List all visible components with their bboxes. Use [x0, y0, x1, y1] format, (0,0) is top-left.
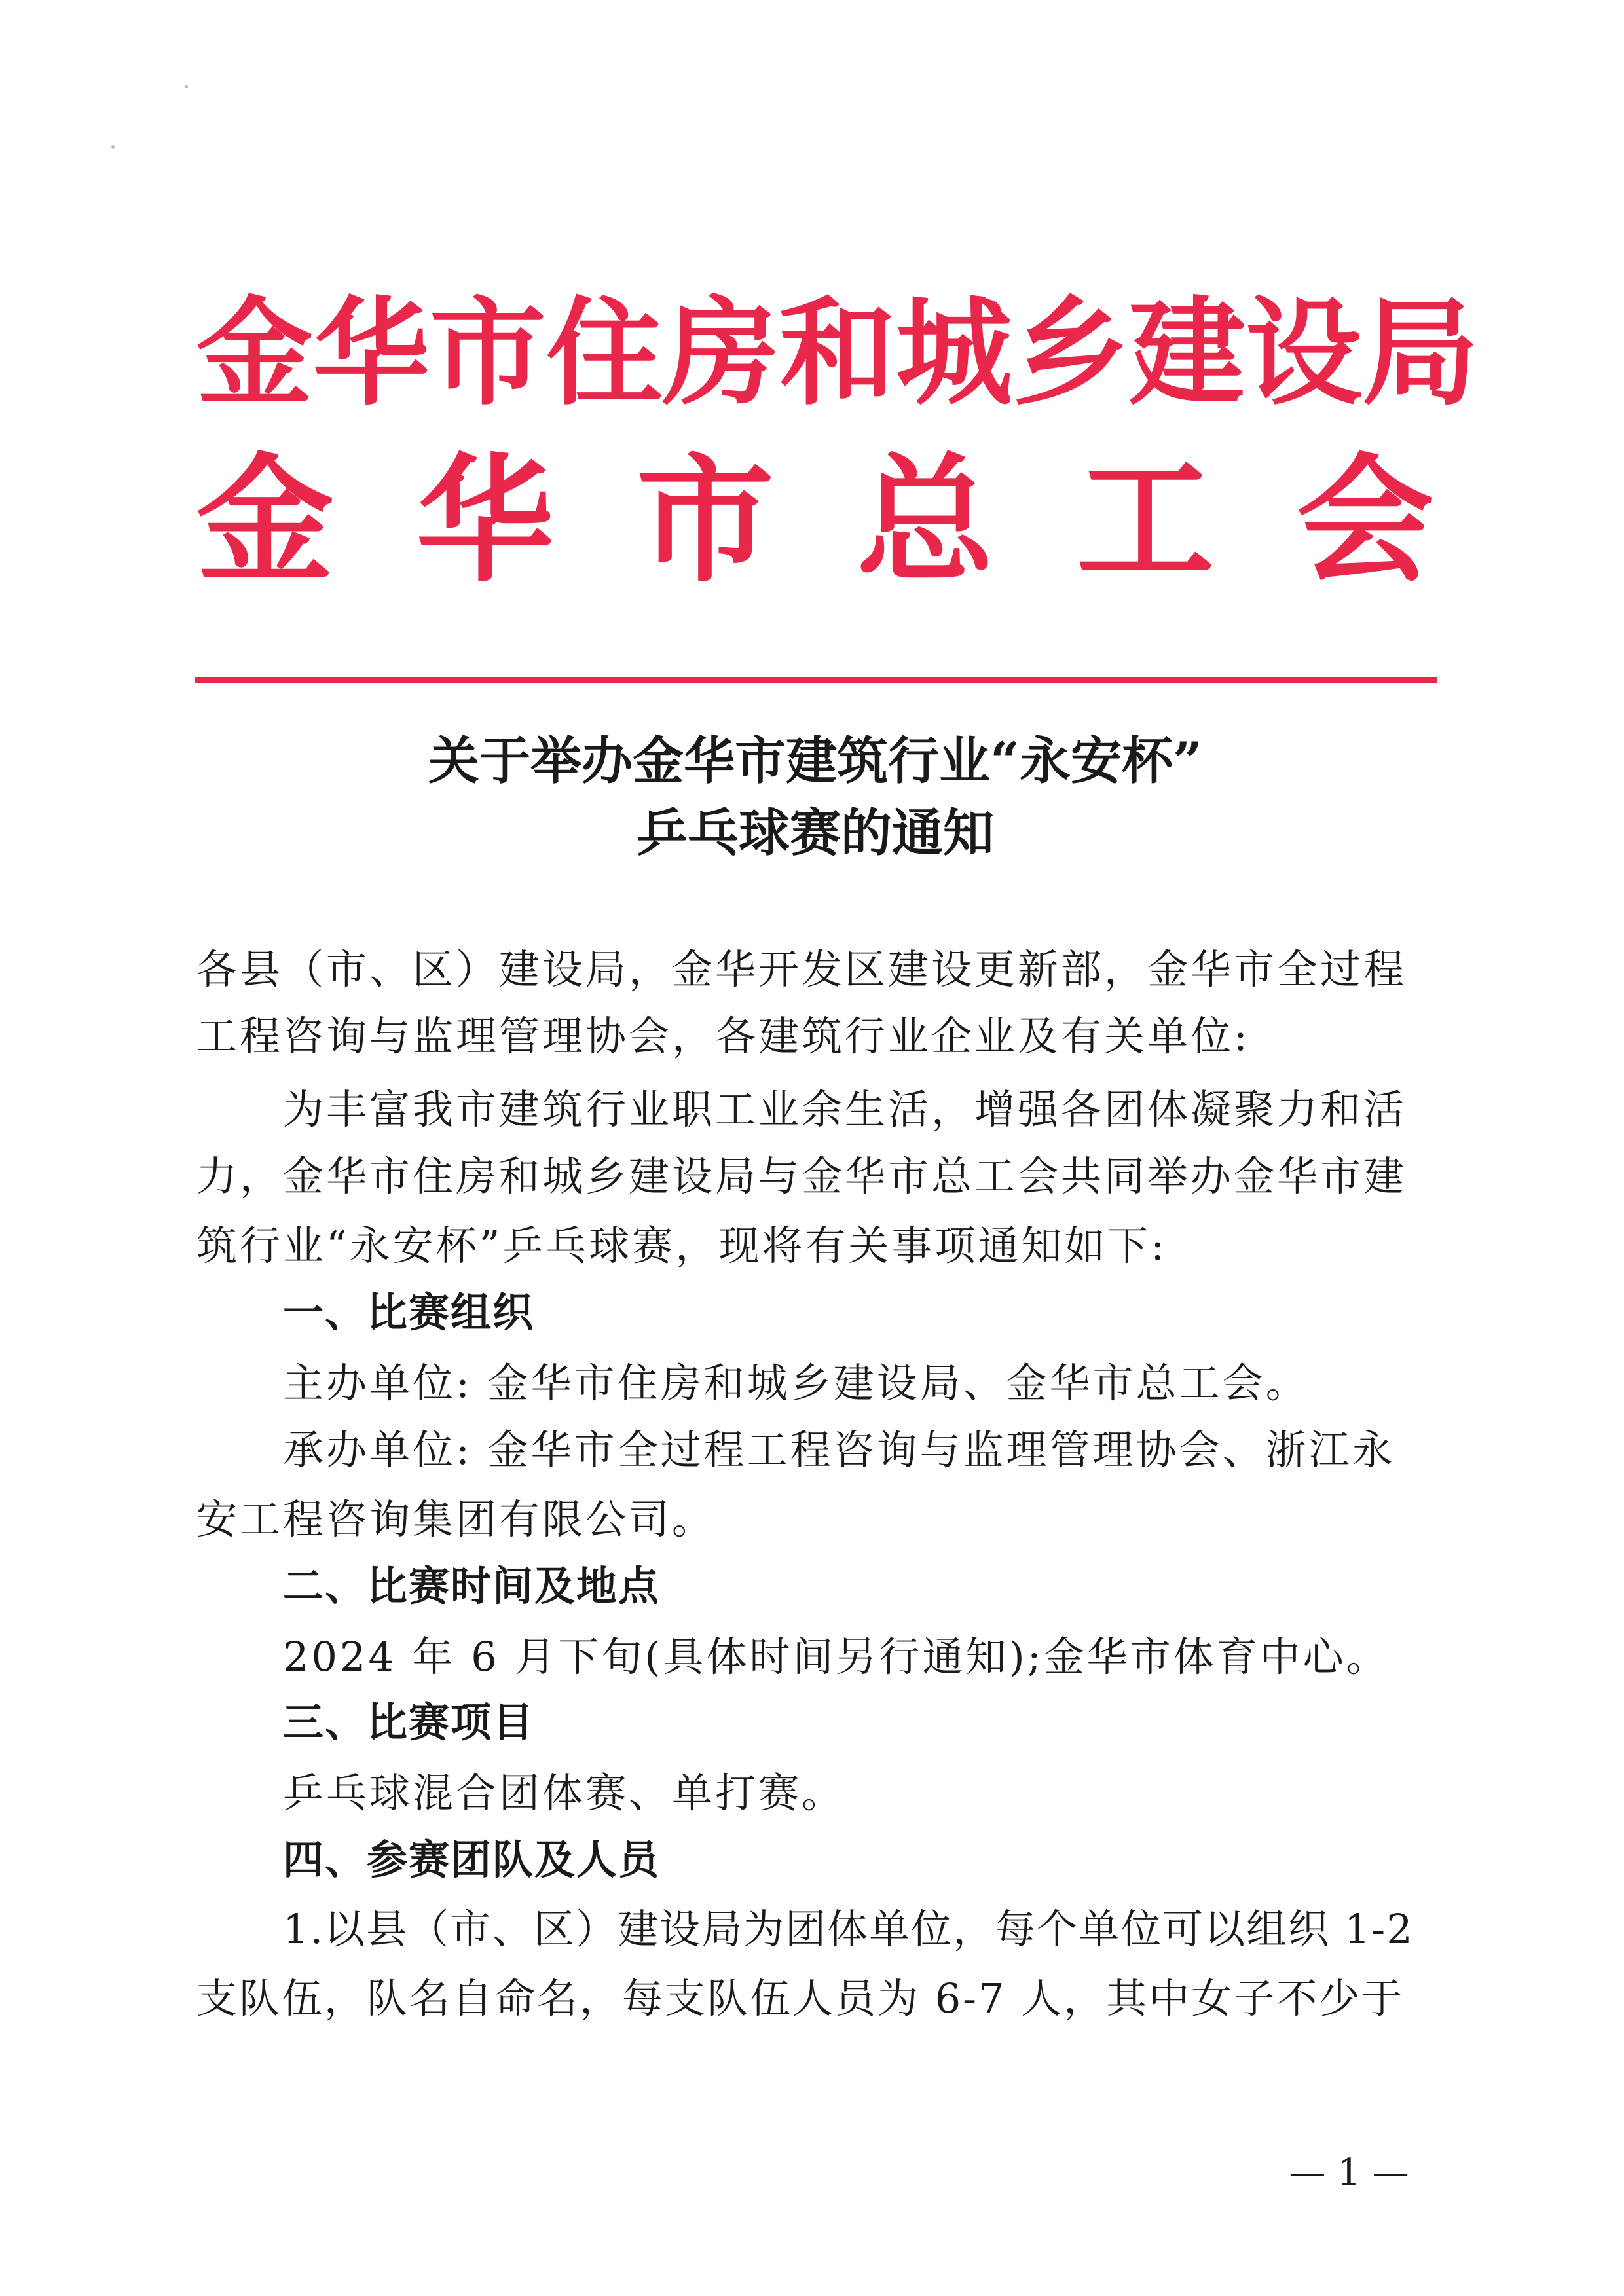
section-2-text: 2024 年 6 月下旬(具体时间另行通知);金华市体育中心。 — [283, 1633, 1390, 1681]
addressee-line-2: 工程咨询与监理管理协会，各建筑行业企业及有关单位: — [196, 1012, 1250, 1060]
page-number: — 1 — — [1289, 2151, 1409, 2194]
section-1-heading: 一、比赛组织 — [283, 1288, 535, 1336]
section-3-heading: 三、比赛项目 — [283, 1698, 535, 1746]
letterhead-char: 华 — [416, 439, 554, 601]
letterhead-char: 乡 — [1012, 284, 1129, 421]
letterhead-char: 房 — [663, 284, 779, 421]
scan-speck — [111, 145, 115, 149]
intro-line-3: 筑行业“永安杯”乒乓球赛，现将有关事项通知如下: — [196, 1222, 1168, 1269]
section-4-item-1-line-2: 支队伍，队名自命名，每支队伍人员为 6-7 人，其中女子不少于 — [196, 1975, 1405, 2022]
letterhead-char: 总 — [856, 439, 994, 601]
section-1-organizer-line-2: 安工程咨询集团有限公司。 — [196, 1495, 716, 1543]
letterhead-char: 工 — [1076, 439, 1214, 601]
letterhead-char: 市 — [636, 439, 774, 601]
section-2-heading: 二、比赛时间及地点 — [283, 1562, 661, 1610]
letterhead-red-rule — [195, 677, 1437, 683]
intro-line-2: 力，金华市住房和城乡建设局与金华市总工会共同举办金华市建 — [196, 1152, 1407, 1200]
letterhead-char: 金 — [196, 284, 313, 421]
letterhead-char: 金 — [196, 439, 335, 601]
letterhead-char: 城 — [896, 284, 1012, 421]
letterhead-char: 市 — [430, 284, 546, 421]
letterhead-char: 和 — [779, 284, 896, 421]
section-1-host: 主办单位: 金华市住房和城乡建设局、金华市总工会。 — [283, 1359, 1309, 1407]
letterhead-line-1 — [196, 284, 1479, 426]
letterhead-line-2 — [196, 439, 1434, 602]
letterhead-char: 住 — [546, 284, 663, 421]
letterhead-char: 局 — [1362, 284, 1479, 421]
letterhead-char: 设 — [1246, 284, 1362, 421]
letterhead-char: 华 — [313, 284, 430, 421]
notice-title-line-1: 关于举办金华市建筑行业“永安杯” — [428, 731, 1202, 791]
notice-title-line-2: 乒乓球赛的通知 — [636, 803, 994, 863]
section-3-text: 乒乓球混合团体赛、单打赛。 — [283, 1769, 845, 1817]
letterhead-char: 建 — [1129, 284, 1246, 421]
section-4-item-1-line-1: 1.以县（市、区）建设局为团体单位，每个单位可以组织 1-2 — [283, 1905, 1414, 1953]
scan-speck — [185, 85, 188, 88]
addressee-line-1: 各县（市、区）建设局，金华开发区建设更新部，金华市全过程 — [196, 945, 1407, 993]
section-1-organizer-line-1: 承办单位: 金华市全过程工程咨询与监理管理协会、浙江永 — [283, 1426, 1395, 1474]
section-4-heading: 四、参赛团队及人员 — [283, 1836, 661, 1884]
intro-line-1: 为丰富我市建筑行业职工业余生活，增强各团体凝聚力和活 — [283, 1085, 1407, 1133]
letterhead-char: 会 — [1296, 439, 1434, 601]
